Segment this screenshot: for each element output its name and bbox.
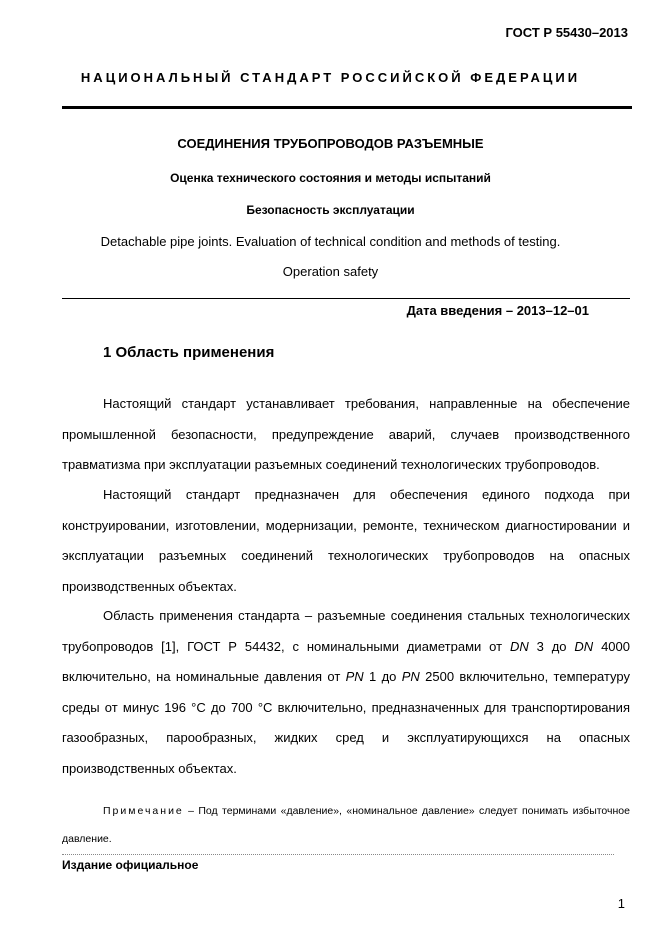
paragraph-2: Настоящий стандарт предназначен для обеспечения единого подхода при конструировании, изготовлении, модернизации, ремонте, техническом диагностировании и эксплуатации разъемных соединений технологических трубопроводов на опасных производственных объектах.	[62, 487, 630, 594]
pn-symbol: PN	[345, 669, 364, 684]
top-divider	[62, 106, 632, 109]
english-title-line-1: Detachable pipe joints. Evaluation of technical condition and methods of testing.	[100, 234, 561, 249]
dn-symbol: DN	[509, 638, 529, 654]
paragraph-3: Область применения стандарта – разъемные соединения стальных технологических трубопроводов [1], ГОСТ Р 54432, с номинальными диаметрами от DN 3 до DN 4000 включительно, на номинальные давления от PN 1 до PN 2500 включительно, температуру среды от минус 196 °С до 700 °С включительно, предназначенных для транспортирования газообразных, парообразных, жидких сред и эксплуатирующихся на опасных производственных объектах.	[62, 608, 630, 776]
document-title: СОЕДИНЕНИЯ ТРУБОПРОВОДОВ РАЗЪЕМНЫЕ	[177, 136, 484, 151]
document-subtitle-1: Оценка технического состояния и методы испытаний	[170, 171, 491, 185]
title-divider	[62, 298, 630, 299]
dn-symbol: DN	[574, 638, 594, 654]
national-standard-title: НАЦИОНАЛЬНЫЙ СТАНДАРТ РОССИЙСКОЙ ФЕДЕРАЦИИ	[80, 70, 581, 85]
date-of-introduction: Дата введения – 2013–12–01	[406, 303, 589, 318]
english-title-line-2: Operation safety	[282, 264, 379, 279]
official-edition-label: Издание официальное	[62, 858, 199, 872]
section-heading: 1 Область применения	[103, 344, 275, 361]
pn-symbol: PN	[401, 669, 420, 684]
footer-divider	[62, 854, 614, 855]
note-text: – Под терминами «давление», «номинальное давление» следует понимать избыточное давление.	[62, 805, 630, 845]
standard-code: ГОСТ Р 55430–2013	[505, 25, 628, 40]
page-number: 1	[617, 896, 625, 911]
note-label: Примечание	[103, 805, 184, 817]
document-subtitle-2: Безопасность эксплуатации	[246, 203, 415, 217]
paragraph-1: Настоящий стандарт устанавливает требования, направленные на обеспечение промышленной безопасности, предупреждение аварий, случаев производственного травматизма при эксплуатации разъемных соединений технологических трубопроводов.	[62, 396, 630, 472]
note	[62, 797, 630, 853]
